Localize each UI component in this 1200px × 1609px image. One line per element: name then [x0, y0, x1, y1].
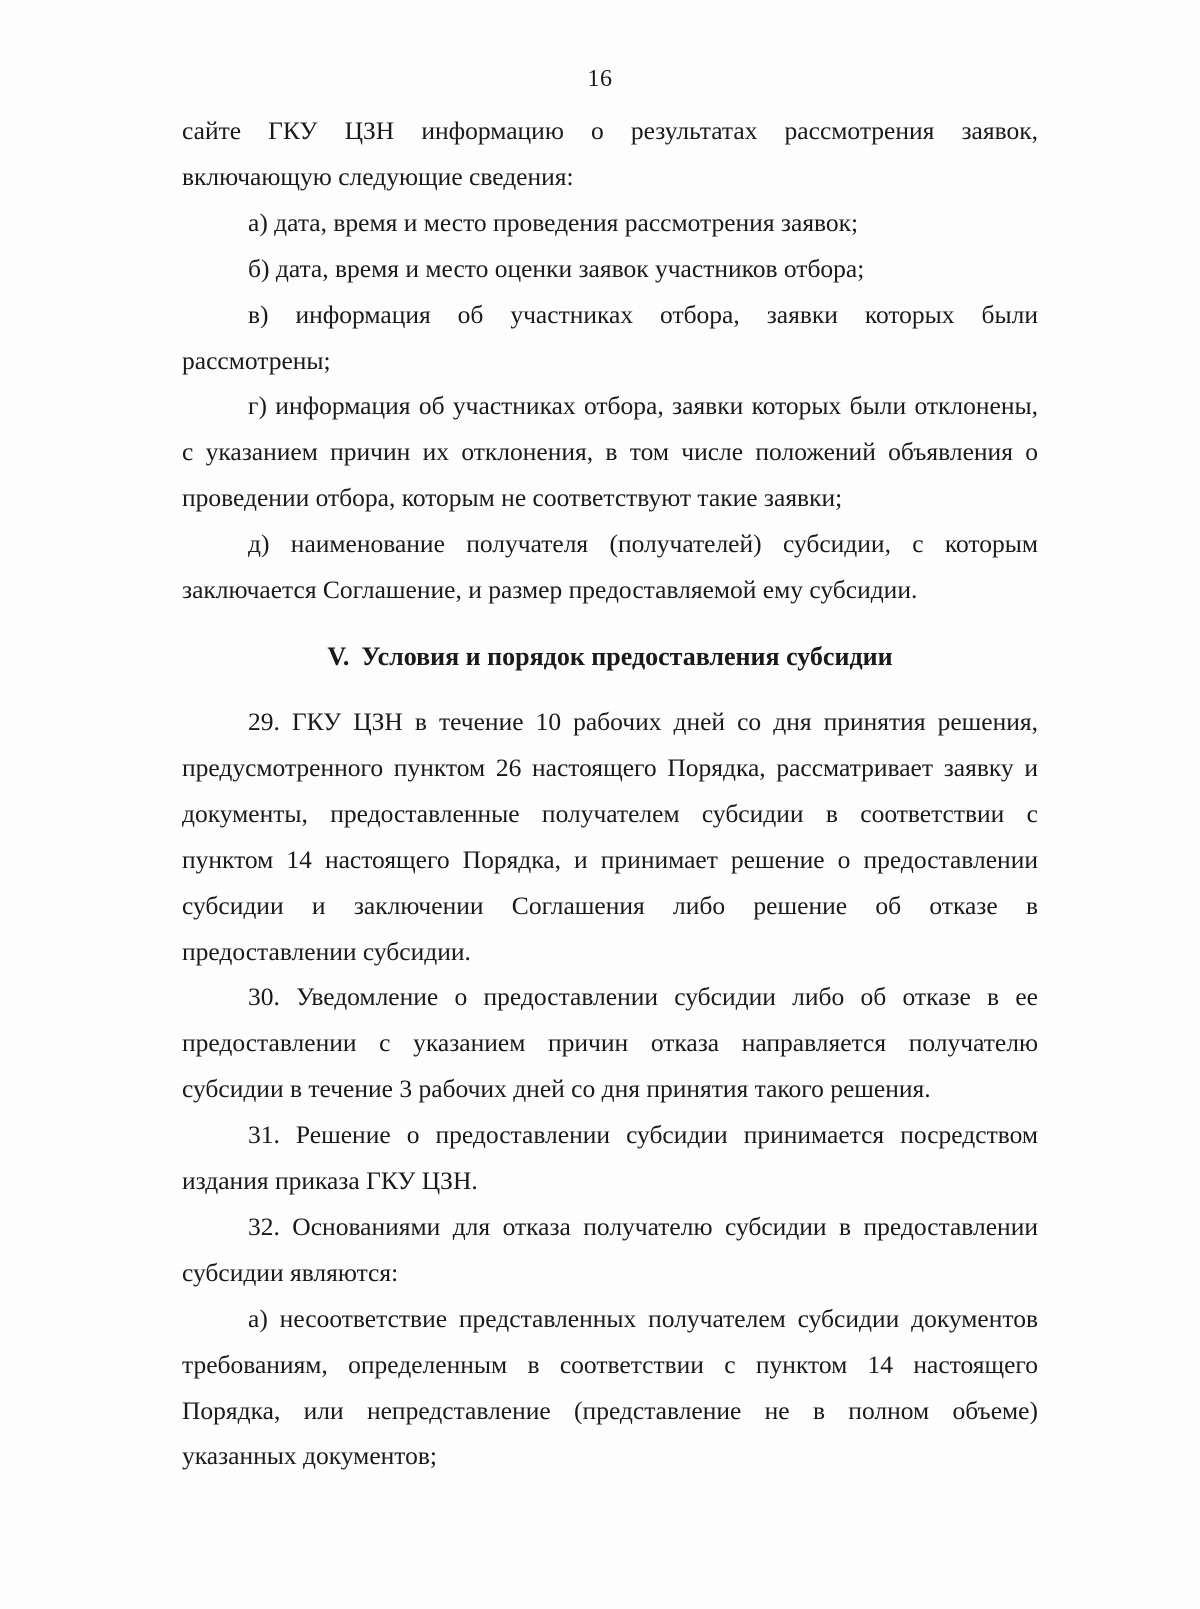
paragraph-32: 32. Основаниями для отказа получателю субсидии в предоставлении субсидии являются:	[182, 1211, 1038, 1287]
section-heading	[182, 613, 1038, 699]
paragraph-32-item-a: а) несоответствие представленных получателем субсидии документов требованиям, определенным в соответствии с пунктом 14 настоящего Порядка, или непредставление (представление не в полном объеме) указанных документов;	[182, 1303, 1038, 1471]
section-title: Условия и порядок предоставления субсидии	[361, 641, 893, 671]
paragraph-29: 29. ГКУ ЦЗН в течение 10 рабочих дней со дня принятия решения, предусмотренного пунктом 26 настоящего Порядка, рассматривает заявку и документы, предоставленные получателем субсидии в соответствии с пунктом 14 настоящего Порядка, и принимает решение о предоставлении субсидии и заключении Соглашения либо решение об отказе в предоставлении субсидии.	[182, 706, 1038, 966]
paragraph-continuation: сайте ГКУ ЦЗН информацию о результатах рассмотрения заявок, включающую следующие сведения:	[182, 116, 1038, 191]
paragraph-30: 30. Уведомление о предоставлении субсидии либо об отказе в ее предоставлении с указанием причин отказа направляется получателю субсидии в течение 3 рабочих дней со дня принятия такого решения.	[182, 982, 1038, 1104]
list-item-d: д) наименование получателя (получателей) субсидии, с которым заключается Соглашение, и размер предоставляемой ему субсидии.	[182, 529, 1038, 605]
page-number: 16	[587, 66, 613, 92]
list-item-a: а) дата, время и место проведения рассмотрения заявок;	[248, 207, 859, 237]
list-item-g: г) информация об участниках отбора, заявки которых были отклонены, с указанием причин их отклонения, в том числе положений объявления о проведении отбора, которым не соответствуют такие заявки;	[182, 391, 1038, 513]
paragraph-31: 31. Решение о предоставлении субсидии принимается посредством издания приказа ГКУ ЦЗН.	[182, 1120, 1038, 1196]
document-body	[182, 108, 1038, 1479]
list-item-b: б) дата, время и место оценки заявок участников отбора;	[248, 253, 865, 283]
list-item-v: в) информация об участниках отбора, заявки которых были рассмотрены;	[182, 299, 1038, 375]
section-number: V.	[327, 641, 350, 671]
